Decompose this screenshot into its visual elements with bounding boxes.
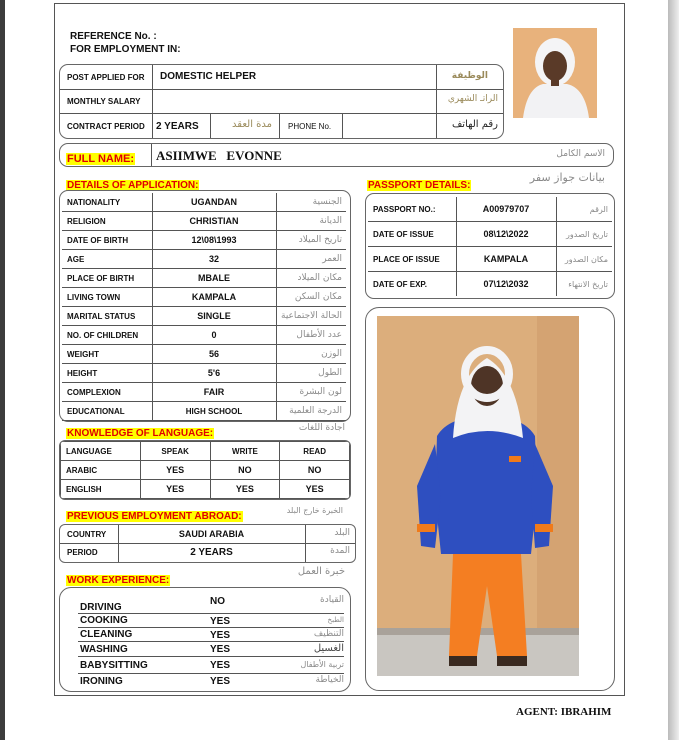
full-name-label: FULL NAME: [67, 153, 135, 165]
experience-value: NO [210, 596, 225, 607]
experience-value: YES [210, 644, 231, 655]
details-row: NO. OF CHILDREN 0 عدد الأطفال [62, 326, 346, 345]
passport-row: PASSPORT NO.: A00979707 الرقم [368, 197, 612, 222]
experience-box [59, 587, 351, 692]
experience-label: DRIVING [80, 602, 122, 613]
agent-name: AGENT: IBRAHIM [516, 706, 612, 718]
left-edge [0, 0, 5, 740]
experience-ar: الغسيل [313, 643, 344, 654]
post-ar: الوظيفة [451, 71, 488, 81]
salary-label: MONTHLY SALARY [67, 97, 141, 106]
details-row: EDUCATIONAL HIGH SCHOOL الدرجة العلمية [62, 402, 346, 421]
experience-ar: تربية الأطفال [300, 660, 344, 669]
post-value: DOMESTIC HELPER [160, 71, 257, 82]
details-box [59, 190, 351, 422]
experience-ar: الطبخ [327, 616, 344, 624]
language-header-row: LANGUAGE SPEAK WRITE READ [61, 442, 350, 461]
details-row: AGE 32 العمر [62, 250, 346, 269]
right-edge [668, 0, 679, 740]
details-row: DATE OF BIRTH 12\08\1993 تاريخ الميلاد [62, 231, 346, 250]
details-row: PLACE OF BIRTH MBALE مكان الميلاد [62, 269, 346, 288]
applicant-photo-full [377, 316, 579, 676]
application-form [54, 3, 625, 696]
abroad-box [59, 524, 356, 563]
language-box [59, 440, 351, 500]
details-row: COMPLEXION FAIR لون البشرة [62, 383, 346, 402]
experience-label: CLEANING [80, 629, 133, 640]
details-row: NATIONALITY UGANDAN الجنسية [62, 193, 346, 212]
abroad-title: PREVIOUS EMPLOYMENT ABROAD: [67, 511, 242, 522]
job-box [59, 64, 504, 139]
country-ar: البلد [334, 528, 350, 538]
contract-value: 2 YEARS [156, 121, 199, 132]
phone-label: PHONE No. [288, 122, 332, 131]
language-title-ar: اجادة اللغات [298, 423, 345, 433]
country-value: SAUDI ARABIA [178, 529, 245, 539]
details-row: MARITAL STATUS SINGLE الحالة الاجتماعية [62, 307, 346, 326]
passport-title-ar: بيانات جواز سفر [529, 171, 605, 184]
country-label: COUNTRY [67, 530, 107, 539]
experience-value: YES [210, 630, 231, 641]
abroad-title-ar: الخبرة خارج البلد [286, 506, 343, 515]
details-title: DETAILS OF APPLICATION: [67, 180, 199, 191]
period-ar: المدة [330, 546, 350, 556]
phone-ar: رقم الهاتف [451, 119, 498, 130]
applicant-photo-small [513, 28, 597, 118]
full-name-value: ASIIMWE EVONNE [156, 148, 282, 163]
reference-label: REFERENCE No. : [70, 31, 157, 42]
passport-row: PLACE OF ISSUE KAMPALA مكان الصدور [368, 247, 612, 272]
salary-ar: الراتـ الشهري [447, 94, 498, 104]
experience-value: YES [210, 616, 231, 627]
experience-value: YES [210, 676, 231, 687]
post-label: POST APPLIED FOR [67, 73, 145, 82]
language-row: ENGLISH YES YES YES [61, 480, 350, 499]
language-row: ARABIC YES NO NO [61, 461, 350, 480]
passport-title: PASSPORT DETAILS: [368, 180, 471, 191]
details-row: HEIGHT 5'6 الطول [62, 364, 346, 383]
experience-title-ar: خبرة العمل [297, 566, 345, 577]
experience-value: YES [210, 660, 231, 671]
experience-ar: التنظيف [313, 629, 344, 639]
employment-label: FOR EMPLOYMENT IN: [70, 44, 181, 55]
full-name-ar: الاسم الكامل [556, 149, 605, 159]
details-row: RELIGION CHRISTIAN الديانة [62, 212, 346, 231]
contract-label: CONTRACT PERIOD [67, 122, 145, 131]
full-name-box [59, 143, 614, 167]
language-title: KNOWLEDGE OF LANGUAGE: [67, 428, 214, 439]
contract-ar: مدة العقد [232, 119, 272, 130]
passport-row: DATE OF ISSUE 08\12\2022 تاريخ الصدور [368, 222, 612, 247]
experience-label: IRONING [80, 676, 123, 687]
experience-ar: الخياطة [315, 675, 344, 685]
period-label: PERIOD [67, 548, 98, 557]
passport-row: DATE OF EXP. 07\12\2032 تاريخ الانتهاء [368, 272, 612, 297]
experience-ar: القيادة [320, 595, 344, 605]
experience-label: COOKING [80, 615, 128, 626]
details-row: WEIGHT 56 الوزن [62, 345, 346, 364]
period-value: 2 YEARS [190, 547, 233, 558]
experience-label: BABYSITTING [80, 660, 148, 671]
passport-box [365, 193, 615, 299]
details-row: LIVING TOWN KAMPALA مكان السكن [62, 288, 346, 307]
experience-title: WORK EXPERIENCE: [67, 575, 170, 586]
experience-label: WASHING [80, 644, 128, 655]
